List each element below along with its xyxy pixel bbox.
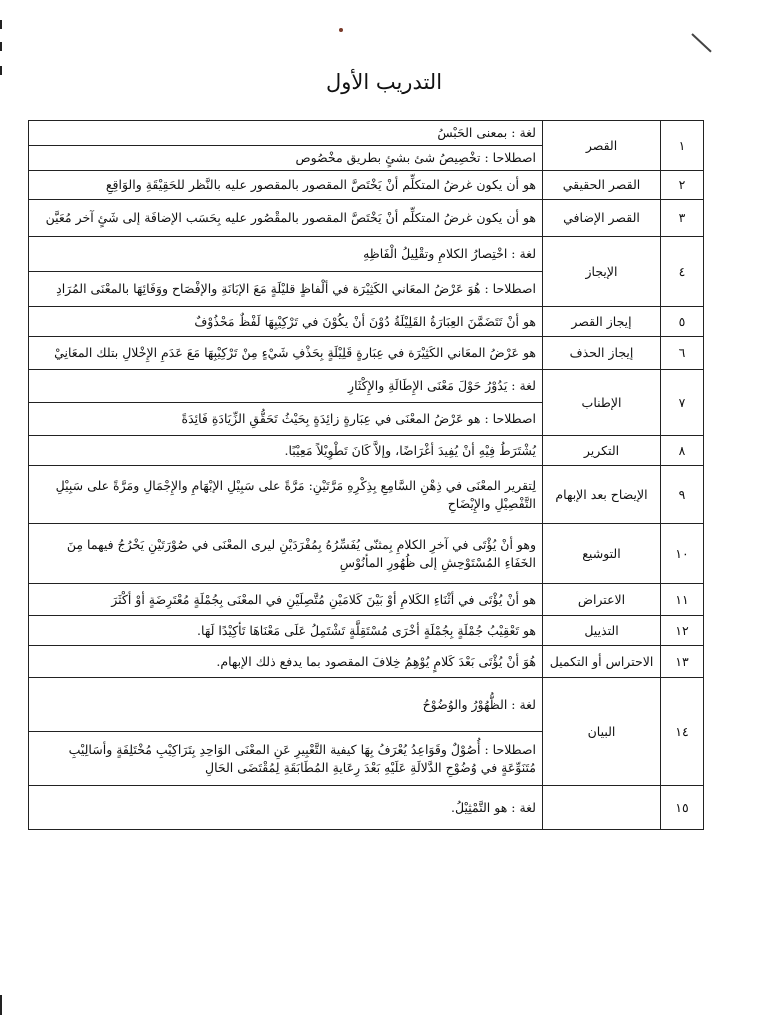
row-number: ١٤ bbox=[661, 678, 704, 786]
table-row bbox=[29, 171, 704, 200]
definition-cell: هو أن يكون غرضُ المتكلِّم أنْ يَخْتَصَّ المقصور بالمقصور عليه بالنَّظر للحَقِيْقَةِ والوَاقِعِ bbox=[29, 171, 543, 200]
binder-hole-mark bbox=[0, 42, 2, 51]
row-number: ١ bbox=[661, 121, 704, 171]
term-cell: التذييل bbox=[543, 616, 661, 646]
table-row bbox=[29, 646, 704, 678]
term-cell: القصر bbox=[543, 121, 661, 171]
term-cell: إيجاز القصر bbox=[543, 307, 661, 337]
table-row bbox=[29, 370, 704, 403]
row-number: ١٥ bbox=[661, 786, 704, 830]
term-cell: الإيضاح بعد الإبهام bbox=[543, 466, 661, 524]
definition-cell: لغة : اخْتِصارُ الكلامِ وتقْلِيلُ الْفَاظِهِ bbox=[29, 237, 543, 272]
terms-table bbox=[28, 120, 704, 830]
table-row bbox=[29, 584, 704, 616]
table-row bbox=[29, 678, 704, 732]
table-row bbox=[29, 616, 704, 646]
table-row bbox=[29, 121, 704, 146]
definition-cell: هو أنْ تَتَضَمَّنَ العِبَارَةُ القَلِيْلَةُ دُوْنَ أنْ يكُوْنَ في تَرْكِيْبِهَا لَفْظٌ مَحْذُوْفٌ bbox=[29, 307, 543, 337]
row-number: ١٢ bbox=[661, 616, 704, 646]
definition-cell: لِتقرير المعْنَى في ذِهْنِ السَّامِعِ بِذِكْرِهِ مَرَّتَيْنِ: مَرَّةً على سَبِيْلِ الإبْهَامِ والإِجْمَالِ ومَرَّةً على سَبِيْلِ التَّفْصِيْلِ والإِيْضَاحِ bbox=[29, 466, 543, 524]
definition-cell: لغة : هو التَّمْثِيْلُ. bbox=[29, 786, 543, 830]
row-number: ١١ bbox=[661, 584, 704, 616]
table-row bbox=[29, 237, 704, 272]
term-cell: الإطناب bbox=[543, 370, 661, 436]
definition-cell: اصطلاحا : تخْصِيصُ شئ بشئٍ بطريق مخْصُوص bbox=[29, 146, 543, 171]
term-cell: البيان bbox=[543, 678, 661, 786]
term-cell: التوشيع bbox=[543, 524, 661, 584]
row-number: ٢ bbox=[661, 171, 704, 200]
scratch-mark bbox=[691, 33, 711, 52]
row-number: ١٣ bbox=[661, 646, 704, 678]
table-row bbox=[29, 786, 704, 830]
binder-hole-mark bbox=[0, 995, 2, 1015]
term-cell: الإيجاز bbox=[543, 237, 661, 307]
row-number: ٧ bbox=[661, 370, 704, 436]
term-cell: التكرير bbox=[543, 436, 661, 466]
term-cell: إيجاز الحذف bbox=[543, 337, 661, 370]
definition-cell: هو عَرْضُ المعَاني الكَثِيْرَة في عِبَارةٍ قَلِيْلَةٍ بِحَذْفِ شَيْءٍ مِنْ تَرْكِيْبِهَا مَعَ عَدَمِ الإِخْلالِ بتلك المعَانِيْ bbox=[29, 337, 543, 370]
term-cell: القصر الإضافي bbox=[543, 200, 661, 237]
table-row bbox=[29, 307, 704, 337]
table-row bbox=[29, 436, 704, 466]
page-title: التدريب الأول bbox=[325, 70, 443, 94]
definition-cell: لغة : بمعنى الحَبْسُ bbox=[29, 121, 543, 146]
term-cell: الاعتراض bbox=[543, 584, 661, 616]
ink-dot bbox=[339, 28, 343, 32]
definition-cell: لغة : يَدُوْرُ حَوْلَ مَعْنَى الإِطَالَةِ والإِكْثَارِ bbox=[29, 370, 543, 403]
definition-cell: هو تَعْقِيْبُ جُمْلَةٍ بِجُمْلَةٍ أخْرَى مُسْتَقِلَّةٍ تَشْتَمِلُ عَلَى مَعْنَاهَا تَأكِيْدًا لَهَا. bbox=[29, 616, 543, 646]
definition-cell: يُشْتَرَطُ فِيْهِ أنْ يُفِيدَ أغْرَاضًا، وإلاَّ كَانَ تَطْوِيْلاً مَعِيْبًا. bbox=[29, 436, 543, 466]
definition-cell: اصطلاحا : أُصُوْلٌ وقَوَاعِدُ يُعْرَفُ بِهَا كيفية التَّعْبِيرِ عَنِ المعْنَى الوَاحِدِ بِتَرَاكِيْبِ مُخْتَلِفَةٍ وأسَالِيْبِ مُتَنَوِّعَةٍ في وُضُوْحِ الدَّلالَةِ عَلَيْهِ بَعْدَ رِعَايةِ المُطَابَقَةِ لِمُقْتَضَى الحَالِ bbox=[29, 732, 543, 786]
table-row bbox=[29, 337, 704, 370]
term-cell: القصر الحقيقي bbox=[543, 171, 661, 200]
row-number: ٣ bbox=[661, 200, 704, 237]
definition-cell: وهو أنْ يُؤْتَى في آخرِ الكلامِ بِمثنّى يُفَسِّرُهُ بِمُفْرَدَيْنِ ليرى المعْنَى في صُوْرَتَيْنِ يَخْرُجُ فيهما مِنَ الخَفَاءِ المُسْتَوْحِشِ إلى ظُهُورِ المأنُوْسِ bbox=[29, 524, 543, 584]
row-number: ٩ bbox=[661, 466, 704, 524]
definition-cell: هُوَ أنْ يُؤْتَى بَعْدَ كَلامٍ يُوْهِمُ خِلافَ المقصود بما يدفع ذلك الإبهام. bbox=[29, 646, 543, 678]
term-cell bbox=[543, 786, 661, 830]
row-number: ٨ bbox=[661, 436, 704, 466]
table-row bbox=[29, 524, 704, 584]
definition-cell: هو أنْ يُؤْتَى في أثْنَاءِ الكَلامِ أوْ بَيْنَ كَلامَيْنِ مُتَّصِلَيْنِ في المعْنَى بِجُمْلَةٍ مُعْتَرِضَةٍ أوْ أكْثَرَ bbox=[29, 584, 543, 616]
row-number: ٥ bbox=[661, 307, 704, 337]
table-row bbox=[29, 466, 704, 524]
definition-cell: اصطلاحا : هُوَ عَرْضُ المعَاني الكَثِيْرَة في ألْفاظٍ قليْلَةٍ مَعَ الإبَانَةِ والإفْصَاح ووَفَائِهَا بالمعْنَى المُرَادِ bbox=[29, 272, 543, 307]
term-cell: الاحتراس أو التكميل bbox=[543, 646, 661, 678]
table-row bbox=[29, 200, 704, 237]
row-number: ٤ bbox=[661, 237, 704, 307]
row-number: ١٠ bbox=[661, 524, 704, 584]
binder-hole-mark bbox=[0, 20, 2, 29]
definition-cell: لغة : الظُّهُوْرُ والوُضُوْحُ bbox=[29, 678, 543, 732]
definition-cell: هو أن يكون غرضُ المتكلِّم أنْ يَخْتَصَّ المقصور بالمقْصُور عليه بِحَسَب الإضافَة إلى شَئٍ آخر مُعَيَّن bbox=[29, 200, 543, 237]
definition-cell: اصطلاحا : هو عَرْضُ المعْنَى في عِبَارةٍ زائِدَةٍ بِحَيْثُ تَحَقُّقِ الزِّيَادَةِ فَائِدَةً bbox=[29, 403, 543, 436]
row-number: ٦ bbox=[661, 337, 704, 370]
